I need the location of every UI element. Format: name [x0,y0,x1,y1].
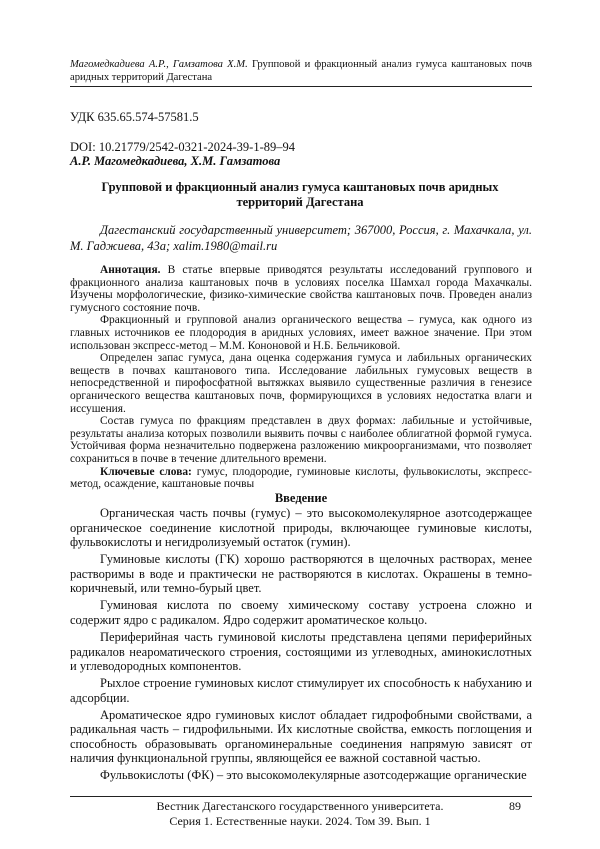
abstract-paragraph: Определен запас гумуса, дана оценка содержания гумуса и лабильных органических веществ в почвах каштанового типа. Исследование лабильных гумусовых веществ в непосредственной и пирофосфатной вытяжках выявило существенные различия в генезисе органического вещества каштановых почв, формирующихся в условиях недостатка влаги и иссушения. [70,352,532,415]
page-number: 89 [509,799,521,813]
running-head-title: Групповой и фракционный анализ гумуса каштановых почв аридных территорий Дагестана [70,59,533,83]
abstract-paragraph: Состав гумуса по фракциям представлен в двух формах: лабильные и устойчивые, результаты анализа которых позволили выявить почвы с наиболее облигатной формой гумуса. Устойчивая форма незначительно подвержена разложению микроорганизмами, что позволяет сохраниться в почве в течение длительного времени. [70,415,532,465]
body-paragraph: Органическая часть почвы (гумус) – это высокомолекулярное азотсодержащее органическое соединение кислотной природы, включающее гуминовые кислоты, фульвокислоты и негидролизуемый остаток (гумин). [70,506,532,550]
udk-code: УДК 635.65.574-57581.5 [70,110,199,124]
body-paragraph: Ароматическое ядро гуминовых кислот обладает гидрофобными свойствами, а радикальная часть – гидрофильными. Их кислотные свойства, емкость поглощения и способность образовывать органоминеральные соединения напрямую зависят от наличия функциональной группы, являющейся ее важной составной частью. [70,707,532,766]
article-title-line: Групповой и фракционный анализ гумуса каштановых почв аридных [101,180,499,194]
footer-journal-name: Вестник Дагестанского государственного университета. [156,799,444,813]
body-paragraph: Гуминовая кислота по своему химическому составу устроена сложно и содержит ядро с радикалом. Ядро содержит ароматическое кольцо. [70,598,532,627]
abstract-text: В статье впервые приводятся результаты исследований группового и фракционного анализа каштановых почв в условиях поселка Шамхал города Махачкалы. Изучены морфологические, физико-химические свойства каштановых почв. Проведен анализ гумусного состояние почв. [70,264,532,314]
running-head-authors: Магомедкадиева А.Р., Гамзатова Х.М. [70,59,248,70]
body-paragraph: Фульвокислоты (ФК) – это высокомолекулярные азотсодержащие органические [100,768,527,783]
abstract-label: Аннотация. [100,264,161,276]
article-authors: А.Р. Магомедкадиева, Х.М. Гамзатова [70,154,281,168]
keywords [70,466,532,491]
journal-footer [130,799,470,828]
body-paragraph: Периферийная часть гуминовой кислоты представлена цепями периферийных радикалов неароматического строения, состоящими из углеводных, аминокислотных и углеводородных компонентов. [70,629,532,674]
running-head [70,58,532,84]
abstract-paragraph [70,264,532,314]
keywords-text: гумус, плодородие, гуминовые кислоты, фульвокислоты, экспресс-метод, осаждение, каштановые почвы [70,465,532,491]
keywords-label: Ключевые слова: [100,465,192,478]
affiliation: Дагестанский государственный университет; 367000, Россия, г. Махачкала, ул. М. Гаджиева, 43а; xalim.1980@mail.ru [70,223,532,253]
footer-series: Серия 1. Естественные науки. 2024. Том 39. Вып. 1 [169,813,431,828]
abstract [70,264,532,491]
article-title-line: территорий Дагестана [236,195,364,209]
section-heading: Введение [274,491,328,505]
body-paragraph: Гуминовые кислоты (ГК) хорошо растворяются в щелочных растворах, менее растворимы в воде и практически не растворяются в кислотах. Окрашены в темно-коричневый, или темно-бурый цвет. [70,552,532,596]
doi: DOI: 10.21779/2542-0321-2024-39-1-89–94 [70,140,295,154]
introduction-body [70,506,532,785]
header-rule [70,86,532,87]
body-paragraph: Рыхлое строение гуминовых кислот стимулирует их способность к набуханию и адсорбции. [70,676,532,705]
abstract-paragraph: Фракционный и групповой анализ органического вещества – гумуса, как одного из главных источников ее плодородия в аридных условиях, имеет важное значение. При этом использован экспресс-метод – М.М. Кононовой и Н.Б. Бельчиковой. [70,314,532,352]
footer-rule [70,796,532,797]
article-title [100,180,500,210]
